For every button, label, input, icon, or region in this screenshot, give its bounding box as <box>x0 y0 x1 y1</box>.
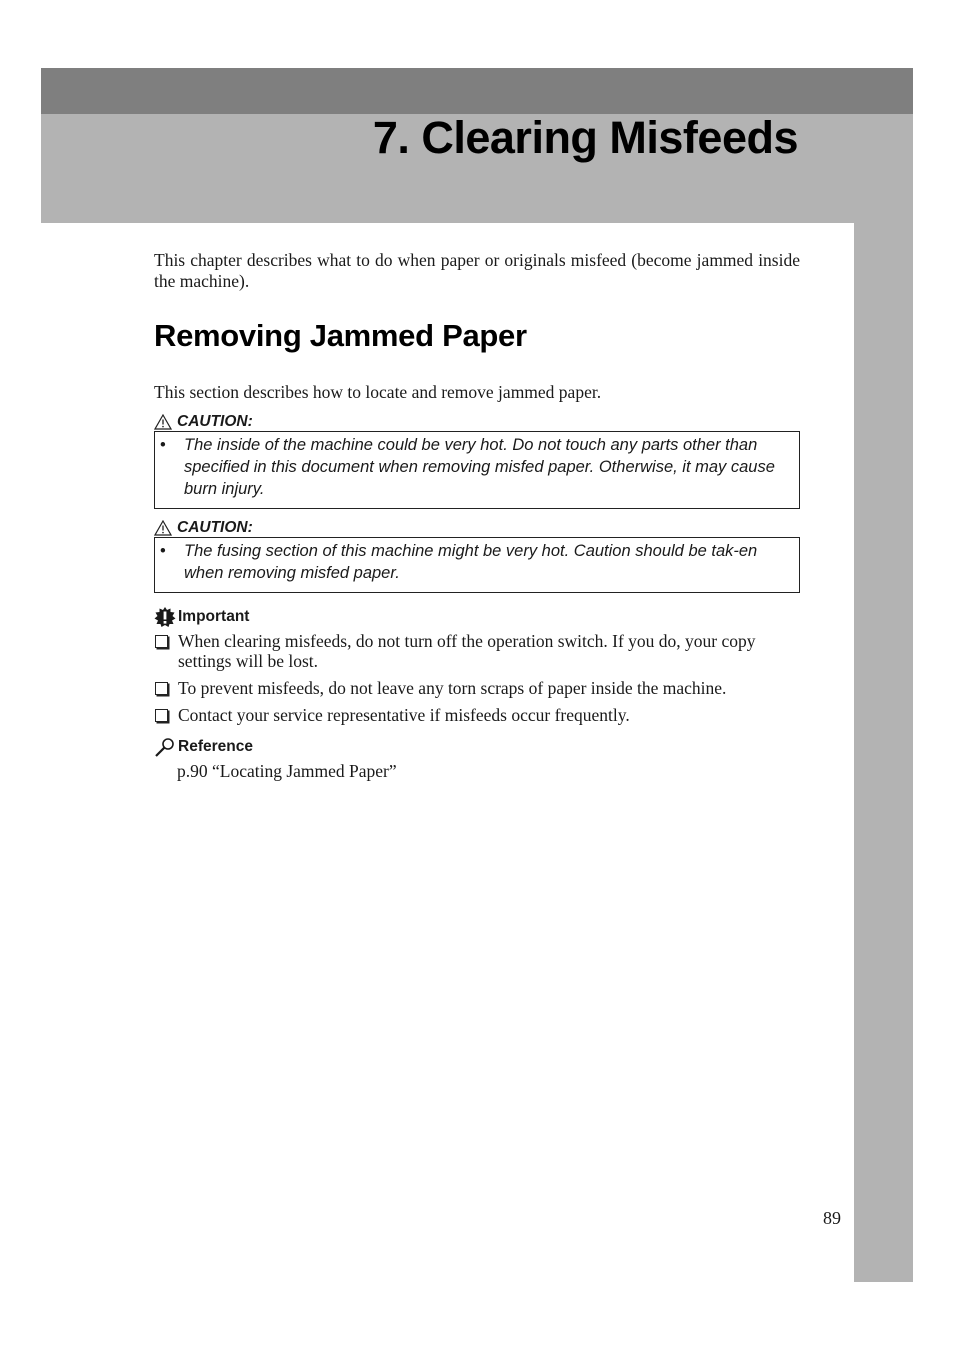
list-item-text: Contact your service representative if misfeeds occur frequently. <box>178 705 630 725</box>
caution-text: The inside of the machine could be very hot. Do not touch any parts other than specified in this document when removing misfed paper. Otherwise, it may cause burn injury. <box>184 436 775 498</box>
side-thumb-tab <box>854 223 913 1282</box>
chapter-intro: This chapter describes what to do when paper or originals misfeed (become jammed inside the machine). <box>154 250 800 291</box>
important-label-text: Important <box>178 608 250 625</box>
bullet: • <box>160 436 166 454</box>
reference-label-text: Reference <box>178 738 253 755</box>
checkbox-square-icon <box>155 682 168 695</box>
caution-label <box>154 519 800 537</box>
list-item <box>154 631 800 671</box>
caution-label-text: CAUTION: <box>177 519 253 536</box>
reference-label <box>154 737 800 757</box>
list-item <box>154 705 800 725</box>
warning-triangle-icon <box>154 414 172 430</box>
page-content <box>154 250 800 781</box>
bullet: • <box>160 542 166 560</box>
list-item-text: To prevent misfeeds, do not leave any torn scraps of paper inside the machine. <box>178 678 727 698</box>
reference-link[interactable]: p.90 “Locating Jammed Paper” <box>177 761 397 781</box>
important-label <box>154 607 800 627</box>
caution-box <box>154 537 800 593</box>
list-item-text: When clearing misfeeds, do not turn off the operation switch. If you do, your copy settings will be lost. <box>178 631 756 671</box>
section-title: Removing Jammed Paper <box>154 318 527 353</box>
chapter-title: 7. Clearing Misfeeds <box>372 112 798 163</box>
magnifier-icon <box>154 737 176 757</box>
important-icon <box>154 607 176 627</box>
caution-box <box>154 431 800 509</box>
page-number: 89 <box>823 1208 841 1228</box>
checkbox-square-icon <box>155 709 168 722</box>
checkbox-square-icon <box>155 635 168 648</box>
caution-label <box>154 413 800 431</box>
header-band-dark <box>41 68 913 114</box>
caution-label-text: CAUTION: <box>177 413 253 430</box>
caution-text: The fusing section of this machine might be very hot. Caution should be tak-en when removing misfed paper. <box>184 542 758 582</box>
section-description: This section describes how to locate and remove jammed paper. <box>154 382 602 402</box>
warning-triangle-icon <box>154 520 172 536</box>
important-list <box>154 631 800 725</box>
list-item <box>154 678 800 698</box>
